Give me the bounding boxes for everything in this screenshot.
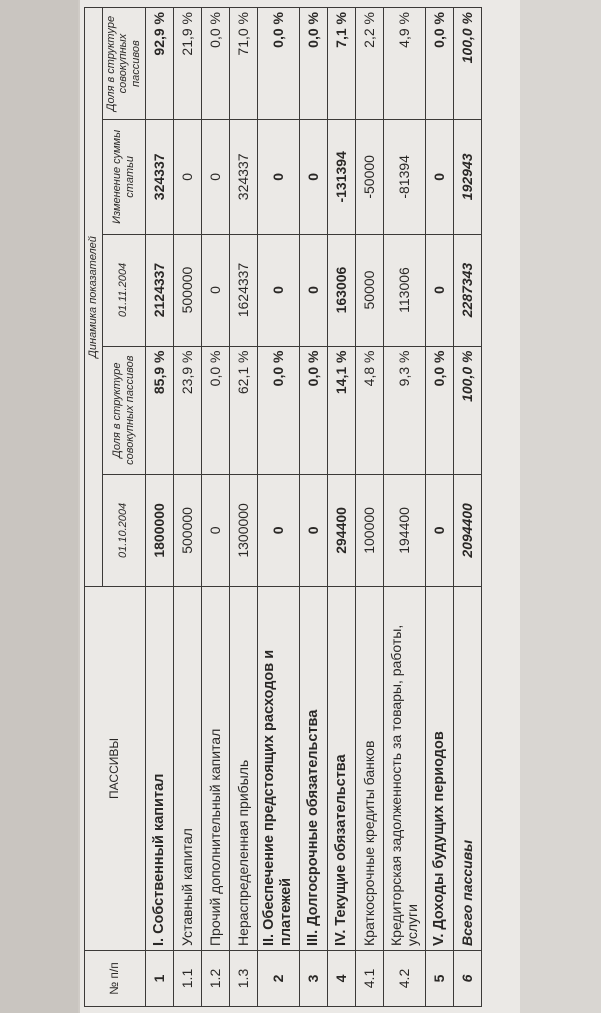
row-name: IV. Текущие обязательства — [327, 586, 355, 950]
row-share-2: 92,9 % — [145, 8, 173, 120]
row-value-2: 113006 — [383, 234, 425, 346]
row-share-2: 0,0 % — [257, 8, 299, 120]
rotated-table-container — [80, 0, 520, 1013]
table-row — [201, 8, 229, 1007]
row-value-2: 1624337 — [229, 234, 257, 346]
header-name: ПАССИВЫ — [85, 586, 146, 950]
row-change: 0 — [201, 120, 229, 234]
row-share-2: 100,0 % — [453, 8, 481, 120]
row-num: 2 — [257, 951, 299, 1007]
row-value-1: 294400 — [327, 474, 355, 586]
table-row — [355, 8, 383, 1007]
row-value-1: 100000 — [355, 474, 383, 586]
header-date2: 01.11.2004 — [102, 234, 145, 346]
row-value-1: 1800000 — [145, 474, 173, 586]
header-num: № п/п — [85, 951, 146, 1007]
page-background-left — [0, 0, 78, 1013]
header-date1: 01.10.2004 — [102, 474, 145, 586]
row-change: 0 — [257, 120, 299, 234]
row-change: -50000 — [355, 120, 383, 234]
row-share-2: 0,0 % — [201, 8, 229, 120]
table-row — [173, 8, 201, 1007]
row-num: 4.1 — [355, 951, 383, 1007]
row-name: Нераспределенная прибыль — [229, 586, 257, 950]
row-share-1: 14,1 % — [327, 346, 355, 474]
table-row — [383, 8, 425, 1007]
row-change: 0 — [299, 120, 327, 234]
row-name: I. Собственный капитал — [145, 586, 173, 950]
row-name: Прочий дополнительный капитал — [201, 586, 229, 950]
row-value-1: 1300000 — [229, 474, 257, 586]
row-share-1: 4,8 % — [355, 346, 383, 474]
liabilities-table — [84, 7, 482, 1007]
row-name: V. Доходы будущих периодов — [425, 586, 453, 950]
row-name: III. Долгосрочные обязательства — [299, 586, 327, 950]
row-num: 1.1 — [173, 951, 201, 1007]
row-share-1: 0,0 % — [201, 346, 229, 474]
table-row — [257, 8, 299, 1007]
row-value-2: 2124337 — [145, 234, 173, 346]
header-dynamics: Динамика показателей — [85, 8, 103, 587]
row-change: -131394 — [327, 120, 355, 234]
row-name: Всего пассивы — [453, 586, 481, 950]
row-num: 5 — [425, 951, 453, 1007]
row-change: -81394 — [383, 120, 425, 234]
row-num: 4.2 — [383, 951, 425, 1007]
row-share-1: 85,9 % — [145, 346, 173, 474]
table-row — [299, 8, 327, 1007]
row-share-1: 0,0 % — [257, 346, 299, 474]
row-value-1: 0 — [201, 474, 229, 586]
row-num: 6 — [453, 951, 481, 1007]
table-row — [145, 8, 173, 1007]
row-value-1: 500000 — [173, 474, 201, 586]
row-change: 324337 — [229, 120, 257, 234]
table-row-total — [453, 8, 481, 1007]
row-share-1: 62,1 % — [229, 346, 257, 474]
row-num: 1 — [145, 951, 173, 1007]
row-share-1: 23,9 % — [173, 346, 201, 474]
row-name: II. Обеспечение предстоящих расходов и платежей — [257, 586, 299, 950]
row-name: Краткосрочные кредиты банков — [355, 586, 383, 950]
row-share-1: 100,0 % — [453, 346, 481, 474]
row-share-2: 7,1 % — [327, 8, 355, 120]
row-share-2: 0,0 % — [299, 8, 327, 120]
table-row — [229, 8, 257, 1007]
row-value-1: 0 — [425, 474, 453, 586]
table-row — [425, 8, 453, 1007]
row-num: 1.2 — [201, 951, 229, 1007]
row-share-1: 9,3 % — [383, 346, 425, 474]
row-change: 192943 — [453, 120, 481, 234]
table-row — [327, 8, 355, 1007]
row-value-1: 0 — [257, 474, 299, 586]
row-change: 0 — [173, 120, 201, 234]
row-share-2: 71,0 % — [229, 8, 257, 120]
row-value-1: 0 — [299, 474, 327, 586]
row-share-2: 0,0 % — [425, 8, 453, 120]
page-background-right — [520, 0, 601, 1013]
row-name: Уставный капитал — [173, 586, 201, 950]
row-value-2: 2287343 — [453, 234, 481, 346]
row-share-2: 2,2 % — [355, 8, 383, 120]
row-value-2: 0 — [425, 234, 453, 346]
row-num: 3 — [299, 951, 327, 1007]
header-share1: Доля в структуре совокупных пассивов — [102, 346, 145, 474]
row-share-2: 4,9 % — [383, 8, 425, 120]
row-name: Кредиторская задолженность за товары, работы, услуги — [383, 586, 425, 950]
row-share-1: 0,0 % — [299, 346, 327, 474]
row-value-1: 194400 — [383, 474, 425, 586]
row-value-2: 163006 — [327, 234, 355, 346]
header-change: Изменение суммы статьи — [102, 120, 145, 234]
row-value-1: 2094400 — [453, 474, 481, 586]
row-num: 4 — [327, 951, 355, 1007]
row-num: 1.3 — [229, 951, 257, 1007]
header-share-change: Доля в структуре совокупных пассивов — [102, 8, 145, 120]
row-share-2: 21,9 % — [173, 8, 201, 120]
row-value-2: 500000 — [173, 234, 201, 346]
row-share-1: 0,0 % — [425, 346, 453, 474]
row-value-2: 0 — [257, 234, 299, 346]
row-value-2: 0 — [299, 234, 327, 346]
row-value-2: 0 — [201, 234, 229, 346]
row-change: 324337 — [145, 120, 173, 234]
row-change: 0 — [425, 120, 453, 234]
scanned-page — [80, 0, 520, 1013]
row-value-2: 50000 — [355, 234, 383, 346]
